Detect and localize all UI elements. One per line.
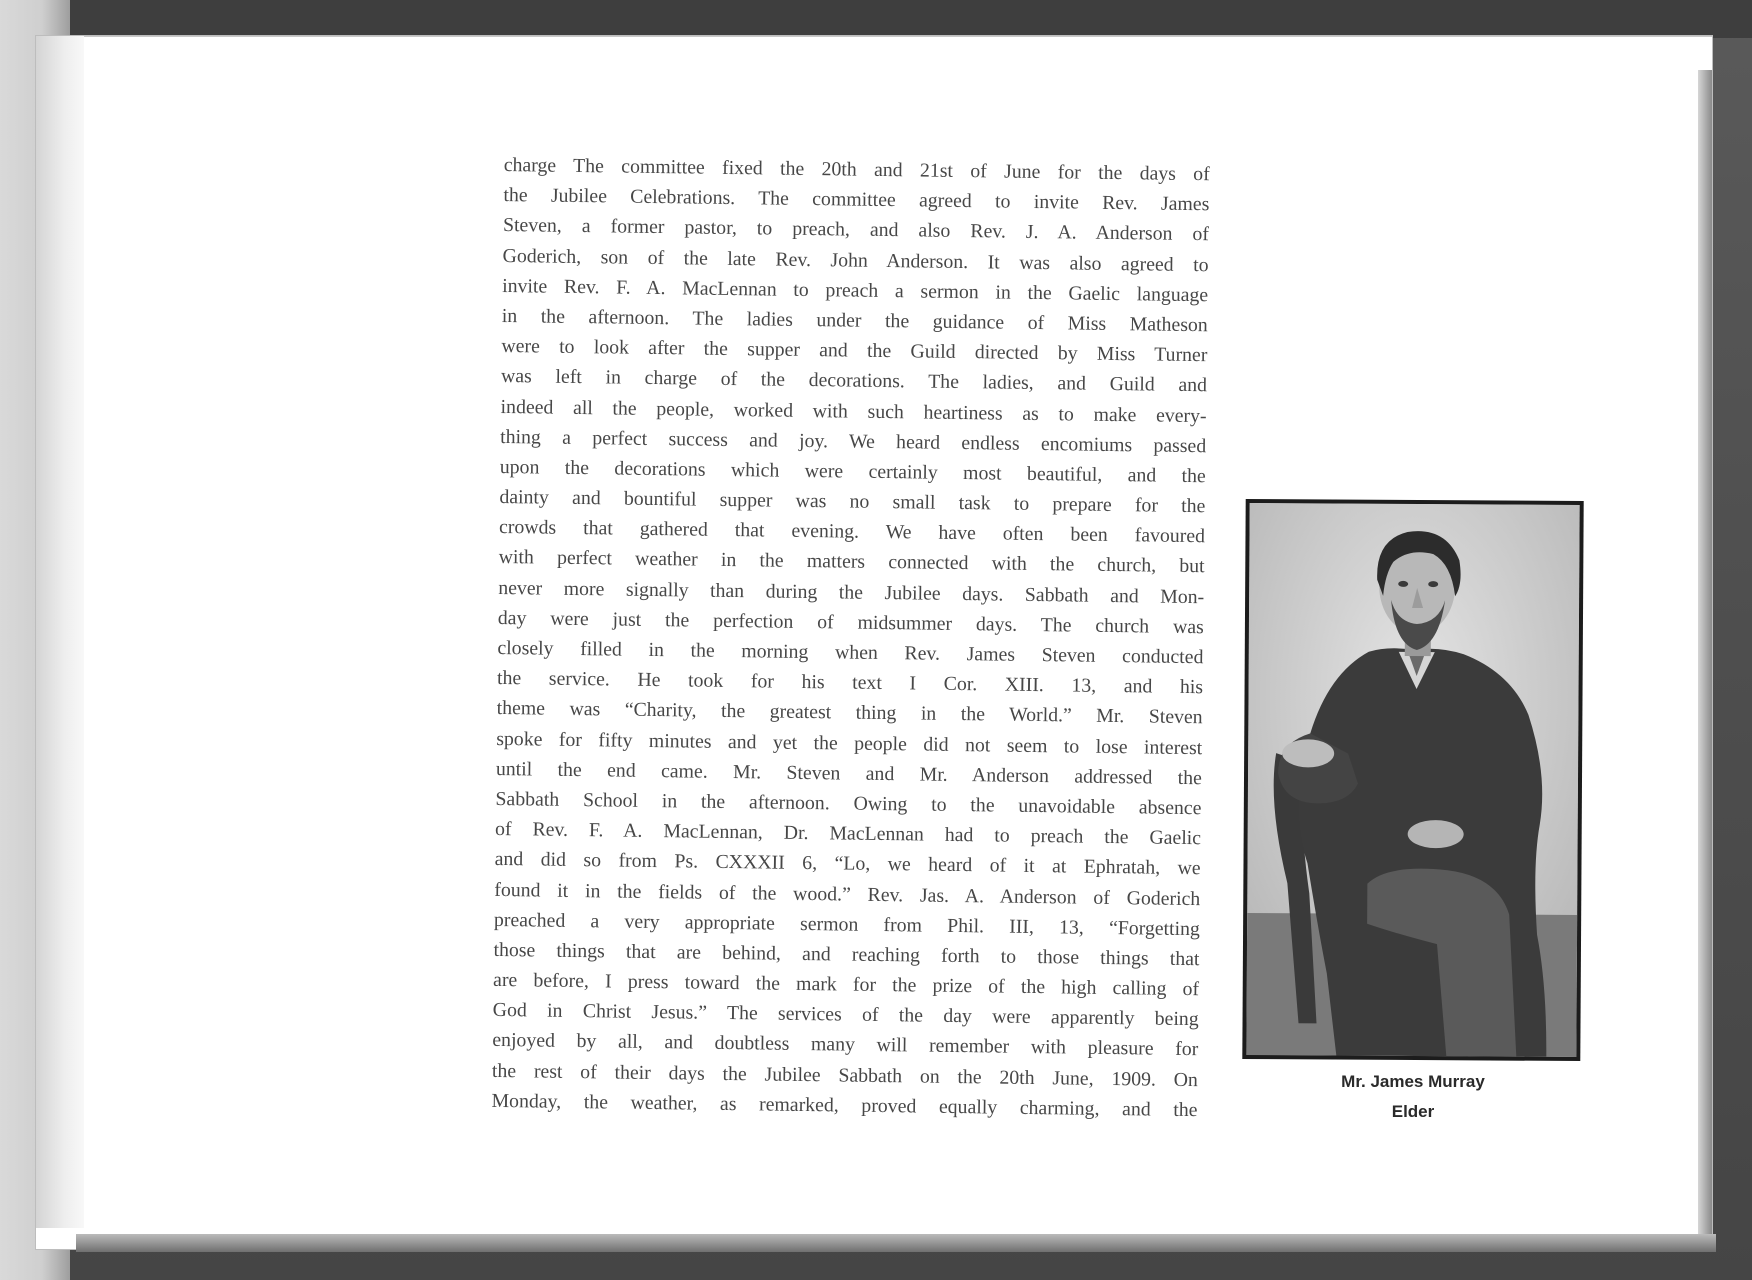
page-right-edge [1698, 70, 1712, 1250]
text-line: the Jubilee Celebrations. The committee agreed to invite Rev. James [503, 184, 1210, 216]
portrait-photo [1246, 503, 1579, 1057]
text-line: dainty and bountiful supper was no small task to prepare for the [499, 486, 1206, 518]
text-line: were to look after the supper and the Guild directed by Miss Turner [501, 335, 1208, 367]
text-line: God in Christ Jesus.” The services of the day were apparently being [492, 999, 1199, 1031]
text-line: Goderich, son of the late Rev. John Anderson. It was also agreed to [502, 244, 1209, 276]
text-line: crowds that gathered that evening. We have often been favoured [498, 516, 1206, 548]
scan-top-border [0, 0, 1752, 38]
text-line: Monday, the weather, as remarked, proved equally charming, and the [491, 1089, 1198, 1121]
text-line: invite Rev. F. A. MacLennan to preach a sermon in the Gaelic language [502, 274, 1209, 306]
text-line: the service. He took for his text I Cor. XIII. 13, and his [496, 667, 1204, 699]
text-line: and did so from Ps. CXXXII 6, “Lo, we heard of it at Ephratah, we [494, 848, 1201, 880]
portrait-photo-frame [1242, 499, 1583, 1061]
photo-caption-name: Mr. James Murray [1341, 1072, 1485, 1091]
text-line: enjoyed by all, and doubtless many will remember with pleasure for [492, 1029, 1199, 1061]
text-line: the rest of their days the Jubilee Sabbath on the 20th June, 1909. On [491, 1059, 1199, 1091]
text-line: found it in the fields of the wood.” Rev. Jas. A. Anderson of Goderich [494, 878, 1201, 910]
page-binding-shadow [36, 36, 84, 1228]
text-line: in the afternoon. The ladies under the guidance of Miss Matheson [501, 304, 1208, 337]
text-line: Sabbath School in the afternoon. Owing to the unavoidable absence [495, 787, 1202, 820]
text-line: day were just the perfection of midsummer days. The church was [497, 606, 1204, 639]
body-text [491, 150, 1210, 1125]
text-line: thing a perfect success and joy. We heard endless encomiums passed [500, 425, 1207, 457]
text-line: are before, I press toward the mark for the prize of the high calling of [492, 968, 1200, 1001]
text-line: those things that are behind, and reaching forth to those things that [493, 938, 1200, 971]
text-line: of Rev. F. A. MacLennan, Dr. MacLennan had to preach the Gaelic [494, 818, 1202, 850]
text-line: indeed all the people, worked with such heartiness as to make every- [500, 395, 1207, 427]
portrait-figure [1246, 503, 1579, 1057]
page-bottom-edge [76, 1234, 1716, 1252]
text-line: theme was “Charity, the greatest thing in the World.” Mr. Steven [496, 697, 1203, 729]
text-line: until the end came. Mr. Steven and Mr. Anderson addressed the [495, 757, 1202, 789]
text-line: spoke for fifty minutes and yet the people did not seem to lose interest [496, 727, 1203, 759]
text-line: was left in charge of the decorations. The ladies, and Guild and [500, 365, 1208, 397]
photo-caption-role: Elder [1391, 1102, 1435, 1121]
text-line: never more signally than during the Jubilee days. Sabbath and Mon- [498, 576, 1205, 608]
text-line: upon the decorations which were certainly most beautiful, and the [499, 455, 1206, 488]
text-line: Steven, a former pastor, to preach, and also Rev. J. A. Anderson of [502, 214, 1210, 246]
text-line: closely filled in the morning when Rev. James Steven conducted [497, 636, 1204, 669]
text-line: charge The committee fixed the 20th and 21st of June for the days of [503, 153, 1210, 186]
text-line: with perfect weather in the matters connected with the church, but [498, 546, 1205, 578]
text-line: preached a very appropriate sermon from Phil. III, 13, “Forgetting [493, 908, 1201, 940]
